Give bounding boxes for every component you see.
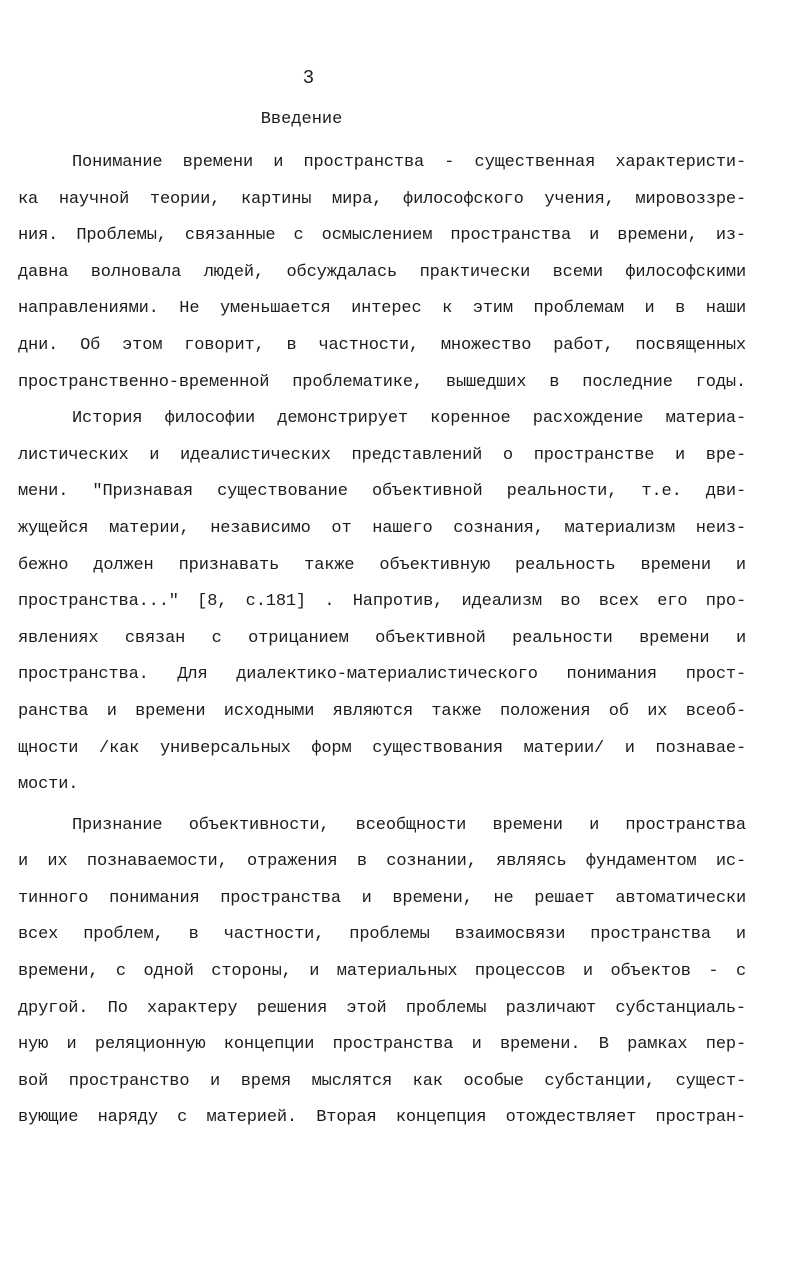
text-line: направлениями. Не уменьшается интерес к этим проблемам и в наши	[18, 299, 746, 319]
text-line: дни. Об этом говорит, в частности, множество работ, посвященных	[18, 335, 746, 355]
paragraph-3	[18, 808, 746, 1137]
text-line: ранства и времени исходными являются также положения об их всеоб-	[18, 701, 746, 721]
text-line: Признание объективности, всеобщности времени и пространства	[72, 815, 746, 835]
page-number: 3	[302, 67, 315, 89]
text-line: мени. "Признавая существование объективной реальности, т.е. дви-	[18, 482, 746, 502]
text-line: вующие наряду с материей. Вторая концепция отождествляет простран-	[18, 1108, 746, 1128]
text-line: щности /как универсальных форм существования материи/ и познавае-	[18, 738, 746, 758]
text-line: явлениях связан с отрицанием объективной реальности времени и	[18, 628, 746, 648]
text-line: пространственно-временной проблематике, вышедших в последние годы.	[18, 372, 746, 392]
paragraph-2	[18, 401, 746, 804]
text-line: всех проблем, в частности, проблемы взаимосвязи пространства и	[18, 925, 746, 945]
text-line: жущейся материи, независимо от нашего сознания, материализм неиз-	[18, 518, 746, 538]
text-line: времени, с одной стороны, и материальных процессов и объектов - с	[18, 962, 746, 982]
text-line: пространства. Для диалектико-материалистического понимания прост-	[18, 665, 746, 685]
text-line: и их познаваемости, отражения в сознании, являясь фундаментом ис-	[18, 852, 746, 872]
paragraph-1	[18, 145, 746, 401]
text-line: Понимание времени и пространства - существенная характеристи-	[72, 153, 746, 172]
text-line: листических и идеалистических представлений о пространстве и вре-	[18, 445, 746, 465]
text-line: ка научной теории, картины мира, философского учения, мировоззре-	[18, 189, 746, 209]
text-line: вой пространство и время мыслятся как особые субстанции, сущест-	[18, 1071, 746, 1091]
text-line: История философии демонстрирует коренное расхождение материа-	[72, 409, 746, 429]
text-line: ную и реляционную концепции пространства и времени. В рамках пер-	[18, 1035, 746, 1055]
text-line: ния. Проблемы, связанные с осмыслением пространства и времени, из-	[18, 226, 746, 246]
section-title: Введение	[260, 110, 343, 129]
text-line: давна волновала людей, обсуждалась практически всеми философскими	[18, 262, 746, 282]
text-line: другой. По характеру решения этой проблемы различают субстанциаль-	[18, 998, 746, 1018]
body-text	[18, 145, 746, 1137]
text-line: бежно должен признавать также объективную реальность времени и	[18, 555, 746, 575]
text-line: пространства..." [8, с.181] . Напротив, идеализм во всех его про-	[18, 592, 746, 612]
text-line: мости.	[18, 775, 79, 795]
text-line: тинного понимания пространства и времени, не решает автоматически	[18, 888, 746, 908]
